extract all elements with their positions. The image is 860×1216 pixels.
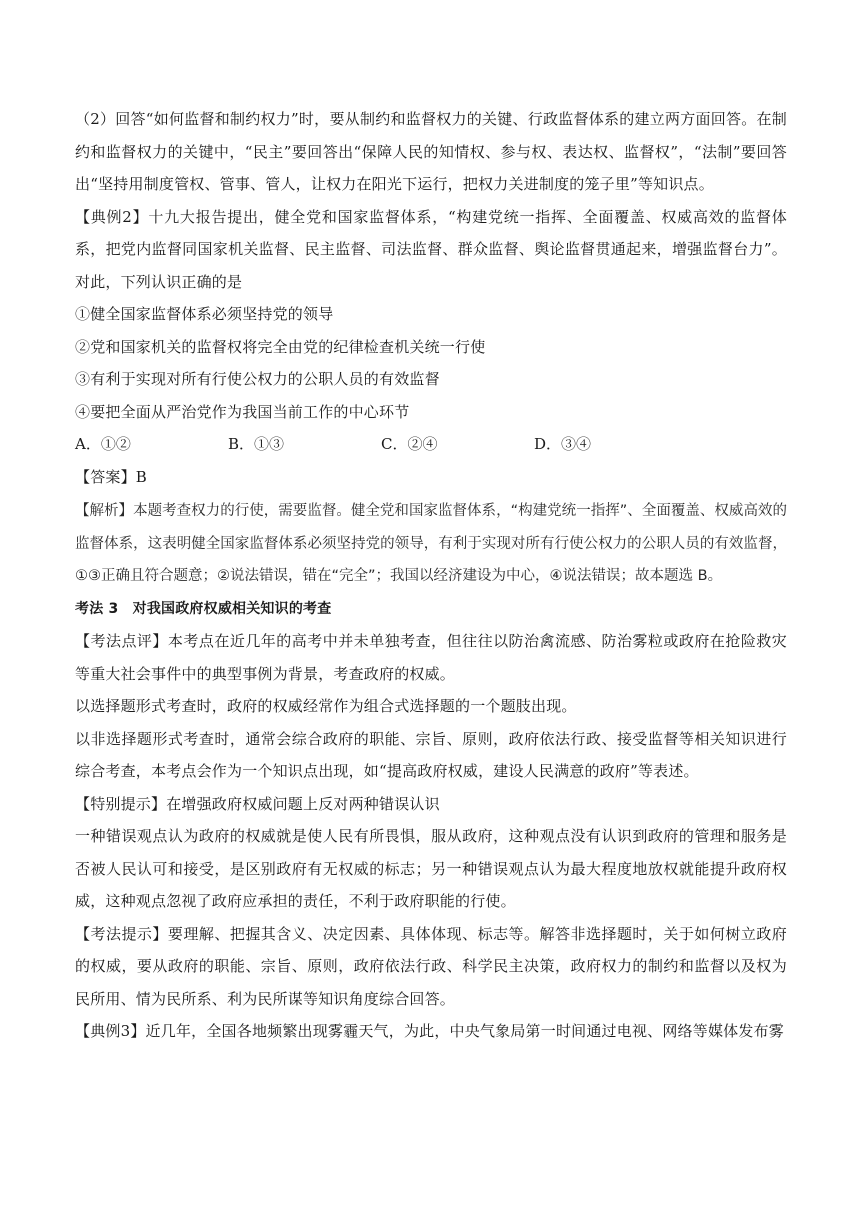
option-c: C．②④ [381, 435, 438, 453]
answer-line: 【答案】B [75, 467, 148, 486]
statement-3: ③有利于实现对所有行使公权力的公职人员的有效监督 [75, 370, 440, 388]
analysis-block: 【解析】本题考查权力的行使，需要监督。健全党和国家监督体系，“构建党统一指挥”、全面覆盖、权威高效的监督体系，这表明健全国家监督体系必须坚持党的领导，有利于实现对所有行使公权力的公职人员的有效监督，①③正确且符合题意；②说法错误，错在“完全”；我国以经济建设为中心，④说法错误；故本题选 B。 [75, 503, 787, 584]
document-content [75, 103, 787, 1048]
statement-1: ①健全国家监督体系必须坚持党的领导 [75, 305, 334, 323]
section-3-heading: 考法 3 对我国政府权威相关知识的考查 [75, 600, 332, 617]
method-tip: 【考法提示】要理解、把握其含义、决定因素、具体体现、标志等。解答非选择题时，关于如何树立政府的权威，要从政府的职能、宗旨、原则，政府依法行政、科学民主决策，政府权力的制约和监督以及权为民所用、情为民所系、利为民所谋等知识角度综合回答。 [75, 924, 787, 1008]
option-a: A．①② [75, 435, 131, 453]
example-3-start: 【典例3】近几年，全国各地频繁出现雾霾天气，为此，中央气象局第一时间通过电视、网络等媒体发布雾 [75, 1022, 784, 1040]
option-b: B．①③ [228, 435, 285, 453]
option-d: D．③④ [534, 435, 592, 453]
special-tip: 【特别提示】在增强政府权威问题上反对两种错误认识 [75, 794, 440, 813]
non-choice-question-form: 以非选择题形式考查时，通常会综合政府的职能、宗旨、原则，政府依法行政、接受监督等相关知识进行综合考查，本考点会作为一个知识点出现，如“提高政府权威，建设人民满意的政府”等表述。 [75, 729, 787, 780]
paragraph-how-to-supervise: （2）回答“如何监督和制约权力”时，要从制约和监督权力的关键、行政监督体系的建立两方面回答。在制约和监督权力的关键中，“民主”要回答出“保障人民的知情权、参与权、表达权、监督权”，“法制”要回答出“坚持用制度管权、管事、管人，让权力在阳光下运行，把权力关进制度的笼子里”等知识点。 [75, 110, 787, 193]
choice-question-form: 以选择题形式考查时，政府的权威经常作为组合式选择题的一个题肢出现。 [75, 697, 577, 715]
statement-2: ②党和国家机关的监督权将完全由党的纪律检查机关统一行使 [75, 337, 486, 356]
exam-review: 【考法点评】本考点在近几年的高考中并未单独考查，但往往以防治禽流感、防治雾粒或政府在抢险救灾等重大社会事件中的典型事例为背景，考查政府的权威。 [75, 632, 787, 683]
two-wrong-views: 一种错误观点认为政府的权威就是使人民有所畏惧，服从政府，这种观点没有认识到政府的管理和服务是否被人民认可和接受，是区别政府有无权威的标志；另一种错误观点认为最大程度地放权就能提升政府权威，这种观点忽视了政府应承担的责任，不利于政府职能的行使。 [75, 827, 787, 910]
answer-options [75, 428, 787, 461]
example-2-question: 【典例2】十九大报告提出，健全党和国家监督体系，“构建党统一指挥、全面覆盖、权威高效的监督体系，把党内监督同国家机关监督、民主监督、司法监督、群众监督、舆论监督贯通起来，增强监督台力”。对此，下列认识正确的是 [75, 207, 787, 291]
statement-4: ④要把全面从严治党作为我国当前工作的中心环节 [75, 402, 410, 421]
